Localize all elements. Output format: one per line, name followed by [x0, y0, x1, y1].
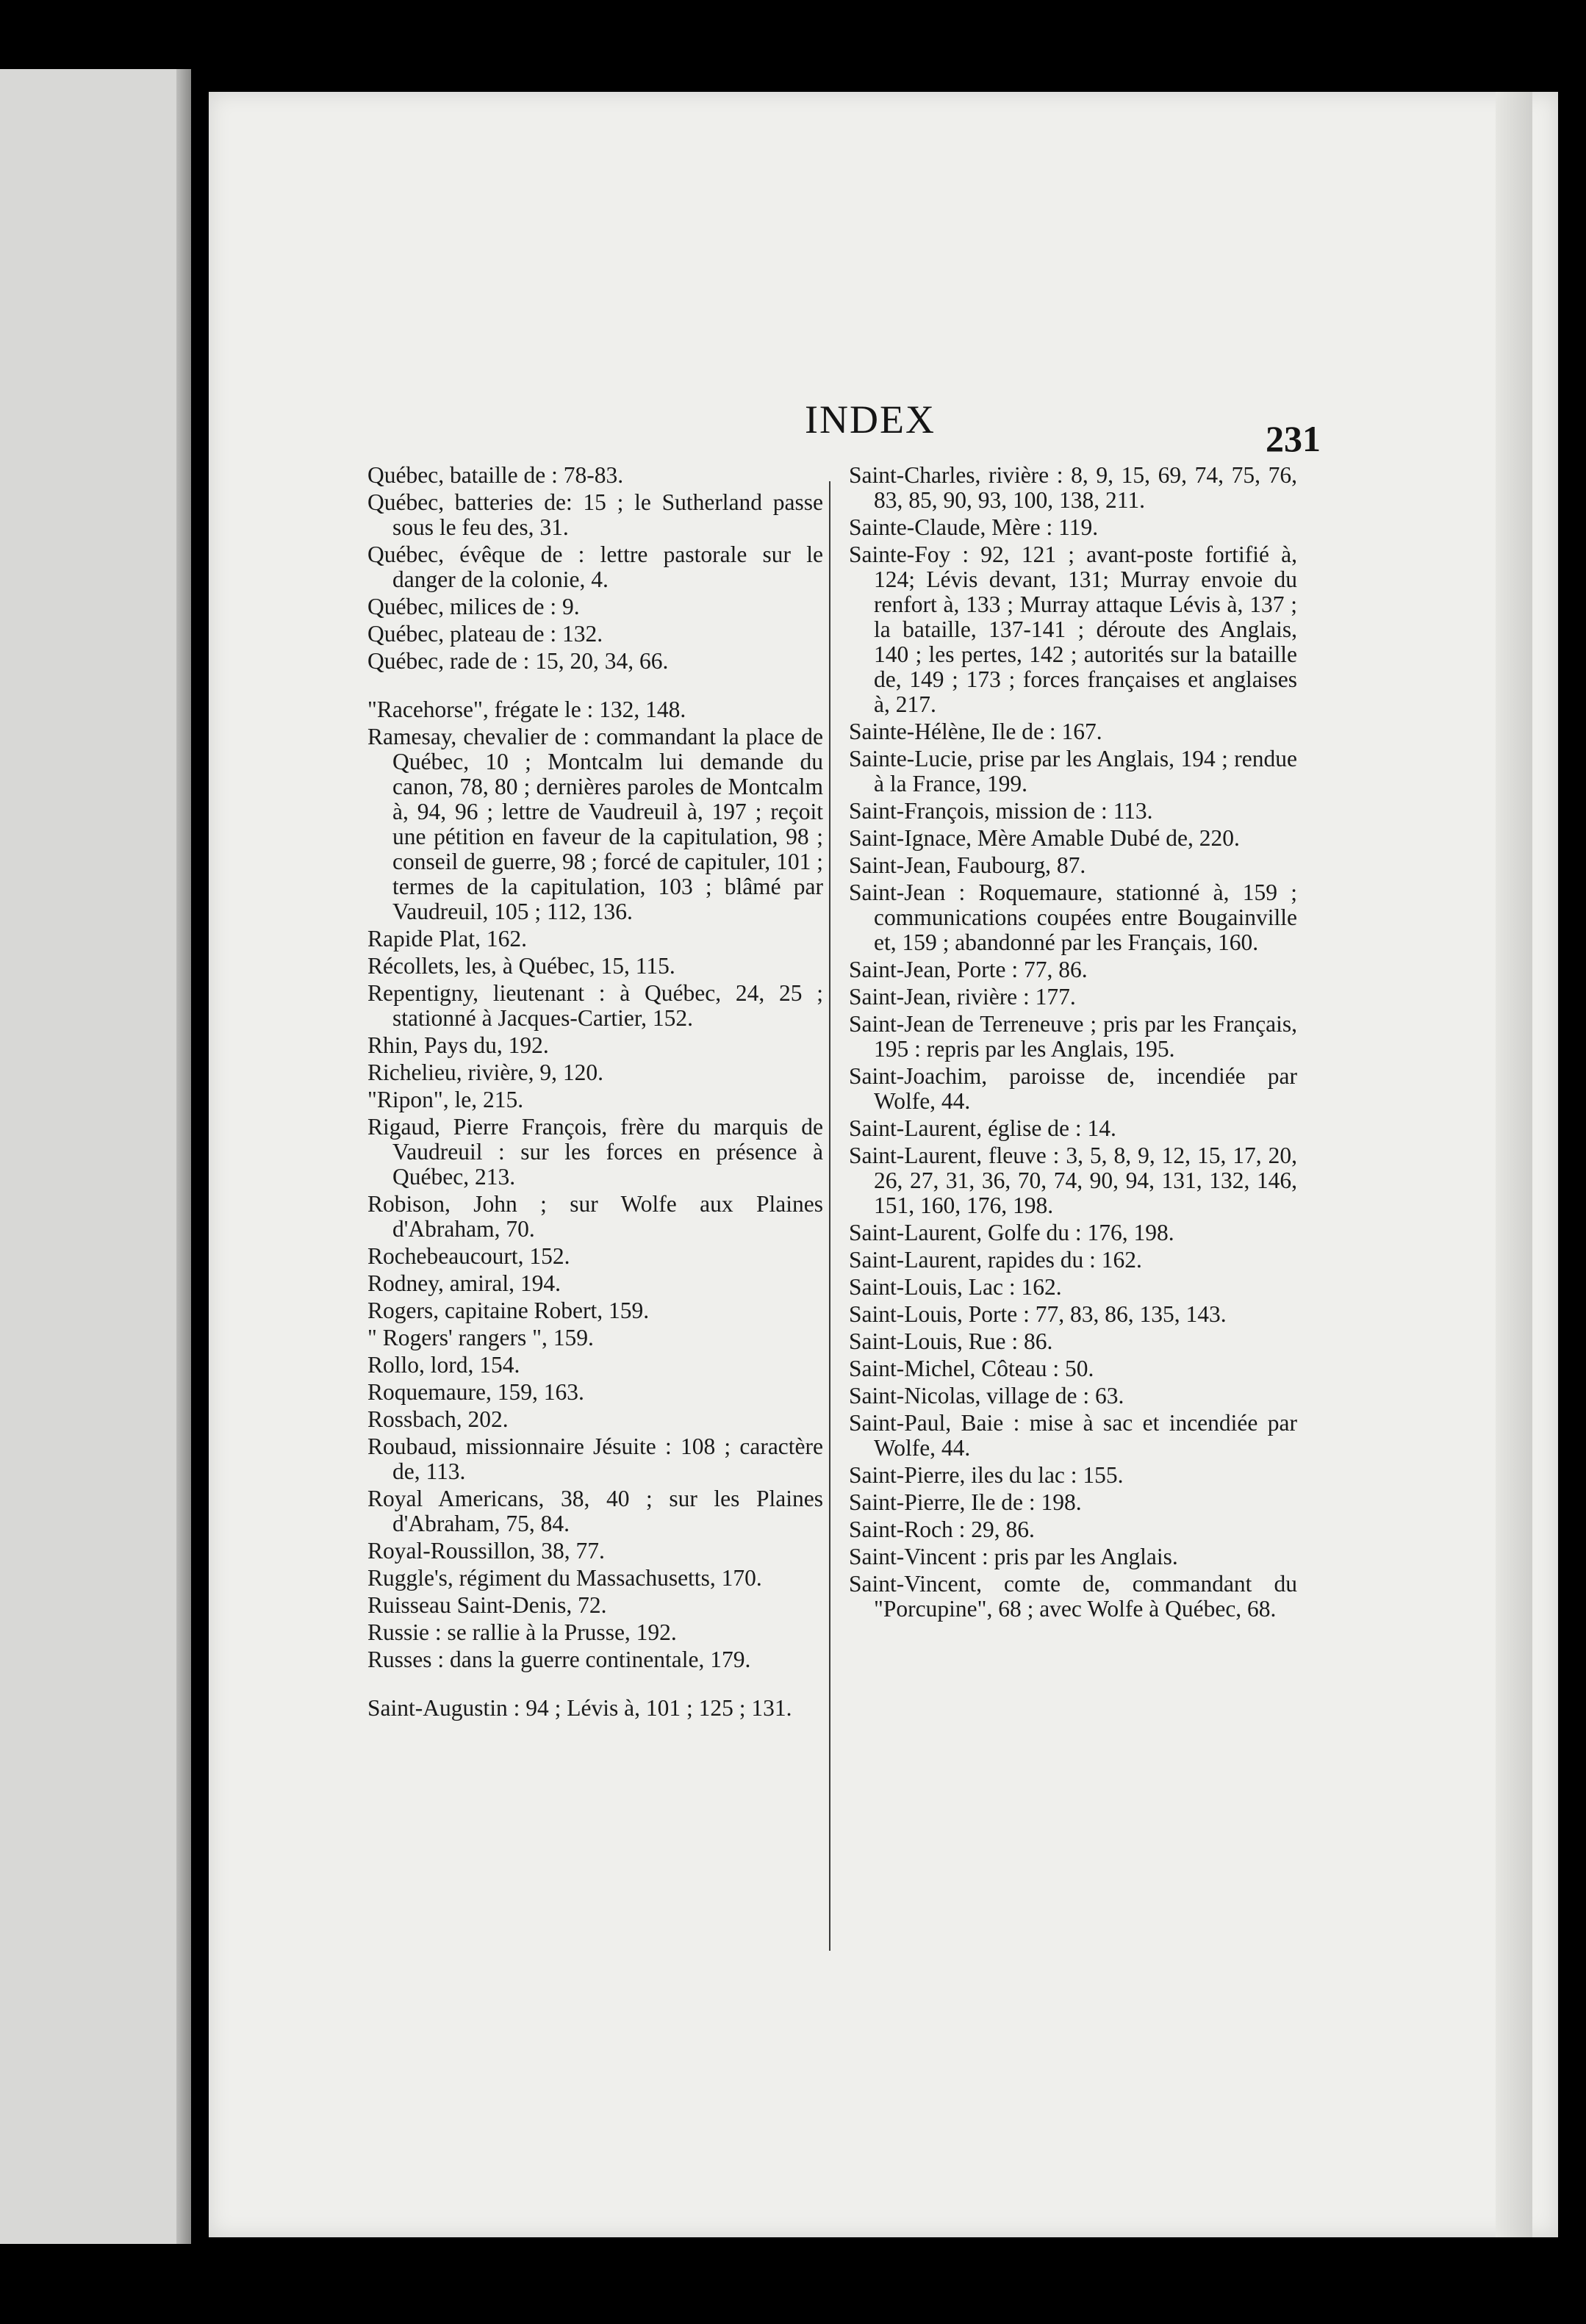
index-entry: Rigaud, Pierre François, frère du marquis de Vaudreuil : sur les forces en présence à Québec, 213.	[367, 1114, 823, 1190]
index-entry: Québec, milices de : 9.	[367, 594, 580, 619]
index-entry: Russes : dans la guerre continentale, 179.	[367, 1647, 751, 1672]
index-entry: Saint-Augustin : 94 ; Lévis à, 101 ; 125 ; 131.	[367, 1695, 792, 1721]
index-entry: Saint-Roch : 29, 86.	[849, 1517, 1035, 1542]
index-entry: Saint-Vincent, comte de, commandant du "Porcupine", 68 ; avec Wolfe à Québec, 68.	[849, 1571, 1297, 1622]
index-entry: "Racehorse", frégate le : 132, 148.	[367, 697, 686, 722]
index-column-left	[367, 463, 823, 1723]
index-entry: Ruisseau Saint-Denis, 72.	[367, 1592, 607, 1618]
index-entry: Ramesay, chevalier de : commandant la place de Québec, 10 ; Montcalm lui demande du canon, 78, 80 ; dernières paroles de Montcalm à, 94, 96 ; lettre de Vaudreuil à, 197 ; reçoit une pétition en faveur de la capitulation, 98 ; conseil de guerre, 98 ; forcé de capituler, 101 ; termes de la capitulation, 103 ; blâmé par Vaudreuil, 105 ; 112, 136.	[367, 724, 823, 924]
index-entry: Rodney, amiral, 194.	[367, 1270, 561, 1296]
index-entry: Royal Americans, 38, 40 ; sur les Plaines d'Abraham, 75, 84.	[367, 1486, 823, 1536]
index-entry: Saint-Jean : Roquemaure, stationné à, 159 ; communications coupées entre Bougainville et, 159 ; abandonné par les Français, 160.	[849, 879, 1297, 955]
index-entry: Québec, rade de : 15, 20, 34, 66.	[367, 648, 669, 674]
index-entry: Russie : se rallie à la Prusse, 192.	[367, 1619, 677, 1645]
index-entry: Saint-Charles, rivière : 8, 9, 15, 69, 74, 75, 76, 83, 85, 90, 93, 100, 138, 211.	[849, 462, 1297, 513]
page-edge	[1496, 92, 1532, 2237]
index-entry: Saint-Pierre, Ile de : 198.	[849, 1489, 1082, 1515]
index-entry: Saint-Laurent, fleuve : 3, 5, 8, 9, 12, 15, 17, 20, 26, 27, 31, 36, 70, 74, 90, 94, 131, 132, 146, 151, 160, 176, 198.	[849, 1143, 1297, 1218]
index-entry: Rogers, capitaine Robert, 159.	[367, 1298, 650, 1323]
index-entry: Rollo, lord, 154.	[367, 1352, 520, 1378]
index-entry: Sainte-Foy : 92, 121 ; avant-poste fortifié à, 124; Lévis devant, 131; Murray envoie du renfort à, 133 ; Murray attaque Lévis à, 137 ; la bataille, 137-141 ; déroute des Anglais, 140 ; les pertes, 142 ; autorités sur la bataille de, 149 ; 173 ; forces françaises et anglaises à, 217.	[849, 542, 1297, 717]
facing-page-edge	[0, 69, 187, 2244]
index-entry: Saint-Jean, Porte : 77, 86.	[849, 957, 1088, 982]
index-entry: Saint-Nicolas, village de : 63.	[849, 1383, 1124, 1409]
index-entry: Robison, John ; sur Wolfe aux Plaines d'Abraham, 70.	[367, 1191, 823, 1242]
index-column-right	[849, 463, 1297, 1624]
index-entry: Saint-Pierre, iles du lac : 155.	[849, 1462, 1124, 1488]
index-entry: " Rogers' rangers ", 159.	[367, 1325, 594, 1350]
index-entry: Saint-Louis, Rue : 86.	[849, 1328, 1053, 1354]
index-entry: Ruggle's, régiment du Massachusetts, 170.	[367, 1565, 762, 1591]
index-entry: Saint-Michel, Côteau : 50.	[849, 1356, 1094, 1381]
index-entry: Roubaud, missionnaire Jésuite : 108 ; caractère de, 113.	[367, 1433, 823, 1484]
index-entry: Saint-Laurent, Golfe du : 176, 198.	[849, 1220, 1174, 1245]
index-entry: Royal-Roussillon, 38, 77.	[367, 1538, 605, 1564]
index-entry: Saint-Paul, Baie : mise à sac et incendiée par Wolfe, 44.	[849, 1410, 1297, 1461]
index-entry: Québec, évêque de : lettre pastorale sur le danger de la colonie, 4.	[367, 542, 823, 592]
index-entry: Saint-Jean, rivière : 177.	[849, 984, 1076, 1010]
index-entry: Saint-Laurent, rapides du : 162.	[849, 1247, 1142, 1273]
column-divider	[829, 481, 830, 1951]
index-entry: Rapide Plat, 162.	[367, 926, 527, 951]
index-entry: "Ripon", le, 215.	[367, 1087, 524, 1112]
index-entry: Saint-Louis, Lac : 162.	[849, 1274, 1062, 1300]
index-entry: Saint-Vincent : pris par les Anglais.	[849, 1544, 1178, 1569]
index-entry: Rochebeaucourt, 152.	[367, 1243, 570, 1269]
index-entry: Sainte-Claude, Mère : 119.	[849, 514, 1099, 540]
index-entry: Repentigny, lieutenant : à Québec, 24, 25 ; stationné à Jacques-Cartier, 152.	[367, 980, 823, 1031]
index-entry: Saint-Jean de Terreneuve ; pris par les Français, 195 : repris par les Anglais, 195.	[849, 1011, 1297, 1062]
index-entry: Québec, plateau de : 132.	[367, 621, 603, 647]
index-entry: Récollets, les, à Québec, 15, 115.	[367, 953, 675, 979]
index-entry: Sainte-Lucie, prise par les Anglais, 194 ; rendue à la France, 199.	[849, 746, 1297, 796]
facing-page-shadow	[176, 69, 191, 2244]
index-entry: Québec, batteries de: 15 ; le Sutherland passe sous le feu des, 31.	[367, 489, 823, 540]
index-entry: Saint-Joachim, paroisse de, incendiée par Wolfe, 44.	[849, 1063, 1297, 1114]
index-entry: Roquemaure, 159, 163.	[367, 1379, 584, 1405]
index-entry: Québec, bataille de : 78-83.	[367, 462, 624, 488]
index-entry: Rossbach, 202.	[367, 1406, 509, 1432]
page-title: INDEX	[805, 397, 936, 442]
index-entry: Saint-Jean, Faubourg, 87.	[849, 852, 1086, 878]
index-entry: Saint-Laurent, église de : 14.	[849, 1115, 1116, 1141]
index-entry: Richelieu, rivière, 9, 120.	[367, 1060, 604, 1085]
index-entry: Sainte-Hélène, Ile de : 167.	[849, 719, 1102, 744]
index-entry: Rhin, Pays du, 192.	[367, 1032, 549, 1058]
index-entry: Saint-Louis, Porte : 77, 83, 86, 135, 143.	[849, 1301, 1227, 1327]
index-entry: Saint-Ignace, Mère Amable Dubé de, 220.	[849, 825, 1240, 851]
index-entry: Saint-François, mission de : 113.	[849, 798, 1153, 824]
page-number: 231	[1266, 418, 1321, 459]
